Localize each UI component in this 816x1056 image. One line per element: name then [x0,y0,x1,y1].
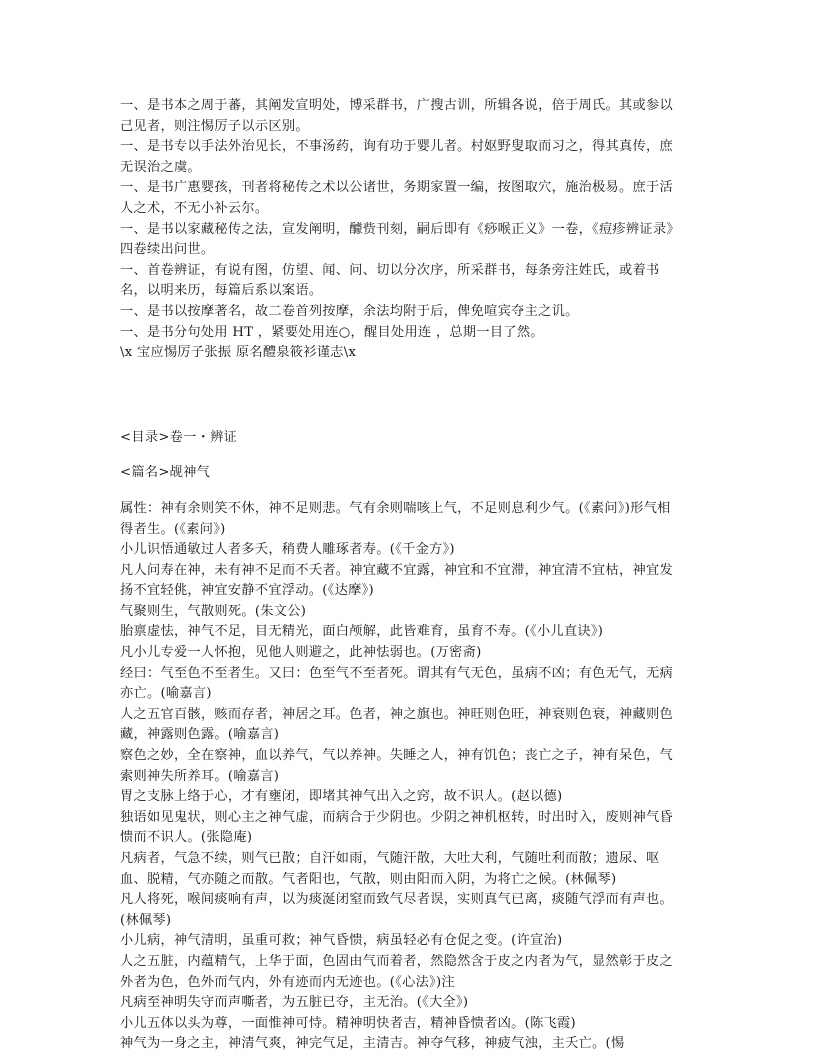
body-paragraph: 小儿五体以头为尊，一面惟神可恃。精神明快者吉，精神昏愦者凶。(陈飞霞) [120,1015,576,1031]
preface-item: 一、是书本之周于蕃，其阐发宣明处，博采群书，广搜古训，所辑各说，倍于周氏。其或参以己见者，则注惕厉子以示区别。 [120,98,673,134]
body-paragraph: 凡病者，气急不续，则气已散；自汗如雨，气随汗散，大吐大利，气随吐利而散；遗尿、呕血、脱精，气亦随之而散。气者阳也，气散，则由阳而入阴，为将亡之候。(林佩琴) [120,851,660,887]
preface-item: 一、是书以家藏秘传之法，宣发阐明，醵赀刊刻，嗣后即有《痧喉正义》一卷，《痘疹辨证录》四卷续出问世。 [120,221,680,258]
body-paragraph: 气聚则生，气散则死。(朱文公) [120,603,307,619]
body-paragraph: 凡病至神明失守而声嘶者，为五脏已夺，主无治。(《大全》) [120,995,469,1011]
section-heading: <篇名>觇神气 [120,465,211,481]
body-paragraph: 胎禀虚怯，神气不足，目无精光，面白颅解，此皆难育，虽育不寿。(《小儿直诀》) [120,624,604,640]
body-paragraph: 察色之妙，全在察神，血以养气，气以养神。失睡之人，神有饥色；丧亡之子，神有呆色，气索则神失所养耳。(喻嘉言) [120,748,673,784]
preface-item: 一、是书专以手法外治见长，不事汤药，询有功于婴儿者。村妪野叟取而习之，得其真传，庶无误治之虞。 [120,139,673,175]
spacer [120,448,680,463]
body-paragraph: 凡人问寿在神，未有神不足而不夭者。神宜藏不宜露，神宜和不宜滞，神宜清不宜枯，神宜发扬不宜轻佻，神宜安静不宜浮动。(《达摩》) [120,562,673,599]
body-paragraph: 胃之支脉上络于心，才有壅闭，即堵其神气出入之窍，故不识人。(赵以德) [120,789,563,805]
body-paragraph: 凡人将死，喉间痰响有声，以为痰涎闭窒而致气尽者误，实则真气已离，痰随气浮而有声也。(林佩琴) [120,892,673,928]
spacer [120,364,680,428]
body-paragraph: 独语如见鬼状，则心主之神气虚，而病合于少阴也。少阴之神机枢转，时出时入，废则神气昏愦而不识人。(张隐庵) [120,809,673,846]
preface-item: 一、是书以按摩著名，故二卷首列按摩，余法均附于后，俾免喧宾夺主之讥。 [120,303,579,319]
preface-item: 一、是书广惠婴孩，刊者将秘传之术以公诸世，务期家置一编，按图取穴，施治极易。庶于活人之术，不无小补云尔。 [120,180,673,216]
body-paragraph: 人之五官百骸，赅而存者，神居之耳。色者，神之旗也。神旺则色旺，神衰则色衰，神藏则色藏，神露则色露。(喻嘉言) [120,706,673,743]
body-paragraph: 经曰：气至色不至者生。又曰：色至气不至者死。谓其有气无色，虽病不凶；有色无气，无病亦亡。(喻嘉言) [120,665,673,702]
body-paragraph: 神气为一身之主，神清气爽，神完气足，主清吉。神夺气移，神疲气浊，主夭亡。(惕 [120,1036,625,1052]
preface-item: 一、是书分句处用 HT ，紧要处用连○，醒目处用连 ，总期一目了然。 [120,324,544,340]
body-section [120,499,680,1055]
preface-signature: \x 宝应惕厉子张振 原名醴泉筱衫谨志\x [120,345,357,361]
preface-item: 一、首卷辨证，有说有图，仿望、闻、问、切以分次序，所采群书，每条旁注姓氏，或着书名，以明来历，每篇后系以案语。 [120,262,660,299]
body-paragraph: 属性：神有余则笑不休，神不足则悲。气有余则喘咳上气，不足则息利少气。(《素问》)形气相得者生。(《素问》) [120,500,671,537]
body-paragraph: 人之五脏，内蕴精气，上华于面，色固由气而着者，然隐然含于皮之内者为气，显然彰于皮之外者为色，色外而气内，外有迹而内无迹也。(《心法》)注 [120,953,673,990]
document-page [120,96,680,1055]
toc-heading: <目录>卷一・辨证 [120,429,238,445]
preface-section [120,96,680,364]
body-paragraph: 小儿病，神气清明，虽重可救；神气昏愦，病虽轻必有仓促之变。(许宣治) [120,933,563,949]
body-paragraph: 小儿识悟通敏过人者多夭，稍费人雕琢者寿。(《千金方》) [120,542,455,558]
body-paragraph: 凡小儿专爱一人怀抱，见他人则避之，此神怯弱也。(万密斋) [120,645,482,661]
spacer [120,484,680,499]
